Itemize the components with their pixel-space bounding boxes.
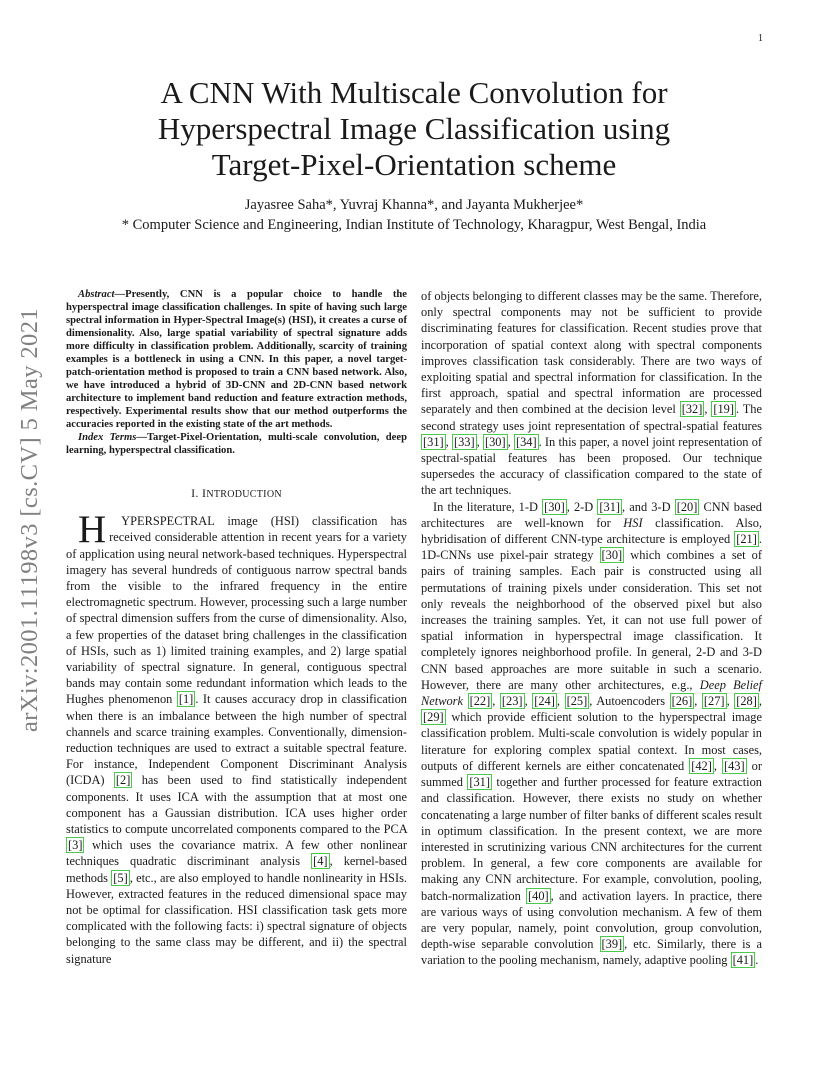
title-line: Hyperspectral Image Classification using (157, 111, 671, 146)
intro-paragraph: H YPERSPECTRAL image (HSI) classification has received considerable attention in recent years for a variety of application using neural network-based techniques. Hyperspectral imagery has several hundreds of contiguous narrow spectral bands from the visible to the infrared frequency in the entire electromagnetic spectrum. However, processing such a large number of spectral dimension suffers from the curse of dimensionality. Also, a few properties of the dataset bring challenges in the classification of HSIs, such as 1) limited training examples, and 2) large spatial variability of spectral signature. In general, contiguous spectral bands may contain some redundant information which leads to the Hughes phenomenon [1] . It causes accuracy drop in classification when there is an imbalance between the high number of spectral channels and scarce training examples. Conventionally, dimension-reduction techniques are used to extract a suitable spectral feature. For instance, Independent Component Discriminant Analysis (ICDA) [2] has been used to find statistically independent components. It uses ICA with the assumption that at most one component has a Gaussian distribution. ICA uses higher order statistics to compute uncorrelated components compared to the PCA [3] which uses the covariance matrix. A few other nonlinear techniques quadratic discriminant analysis [4] , kernel-based methods [5] , etc., are also employed to handle nonlinearity in HSIs. However, extracted features in the reduced dimensional space may not be optimal for classification. HSI classification task gets more complicated with the following facts: i) spectral signature of objects belonging to the same class may be different, and ii) the spectral signature (66, 508, 408, 966)
right-column (421, 288, 762, 969)
citation-link[interactable]: [5] (113, 870, 128, 885)
affiliation: * Computer Science and Engineering, Indian Institute of Technology, Kharagpur, West Bengal, India (121, 217, 707, 233)
drop-cap: H (78, 508, 107, 552)
citation-link[interactable]: [27] (703, 694, 725, 709)
abstract-label: Abstract (78, 289, 115, 300)
body-paragraph: of objects belonging to different classes may be the same. Therefore, only spectral components may not be sufficient to provide discriminating features for classification. Recent studies prove that incorporation of spatial context along with spectral components improves classification task considerably. There are two ways of exploiting spatial and spectral information for classification. In the first approach, spatial and spectral information are processed separately and then combined at the decision level [32] , [19] . The second strategy uses joint representation of spectral-spatial features [31] , [33] , [30] , [34] . In this paper, a novel joint representation of spectral-spatial features has been proposed. Our technique supersedes the accuracy of classification compared to the state of the art techniques. (421, 289, 763, 498)
citation-link[interactable]: [3] (68, 838, 83, 853)
citation-link[interactable]: [42] (691, 758, 712, 773)
page-number: 1 (758, 33, 763, 44)
index-terms-text: —Target-Pixel-Orientation, multi-scale convolution, deep learning, hyperspectral classification. (66, 432, 407, 456)
authors: Jayasree Saha*, Yuvraj Khanna*, and Jayanta Mukherjee* (244, 197, 584, 213)
citation-link[interactable]: [43] (723, 758, 745, 773)
title-line: Target-Pixel-Orientation scheme (211, 147, 617, 182)
citation-link[interactable]: [24] (534, 694, 555, 709)
title-line: A CNN With Multiscale Convolution for (160, 75, 668, 110)
citation-link[interactable]: [28] (736, 694, 757, 709)
abstract (66, 288, 407, 431)
emphasis-text: Deep Belief Network (421, 677, 762, 709)
citation-link[interactable]: [1] (178, 692, 194, 707)
left-column (66, 288, 407, 967)
citation-link[interactable]: [29] (423, 710, 444, 725)
paper-title (100, 75, 728, 183)
body-paragraph: In the literature, 1-D [30] , 2-D [31] , and 3-D [20] CNN based architectures are well-known for HSI classification. Also, hybridisation of different CNN-type architecture is employed [21] . 1D-CNNs use pixel-pair strategy [30] which combines a set of pairs of training samples. Each pair is constructed using all permutations of training pixels under consideration. This set not only reveals the neighborhood of the observed pixel but also increases the training samples. Yet, it can not use full power of spatial information in hyperspectral image classification. It completely ignores neighborhood profile. In general, 2-D and 3-D CNN based approaches are more suitable in such a scenario. However, there are many other architectures, e.g., Deep Belief Network [22] , [23] , [24] , [25] , Autoencoders [26] , [27] , [28] , [29] which provide efficient solution to the hyperspectral image classification problem. Multi-scale convolution is widely popular in literature for exploring complex spatial context. In most cases, outputs of different kernels are either concatenated [42] , [43] or summed [31] together and further processed for feature extraction and classification. However, there exists no study on whether concatenating a large number of filter banks of different scales result in optimum classification. In the present context, we are more interested in scrutinizing various CNN architectures for the current problem. In general, a few core components are available for making any CNN architecture. For example, convolution, pooling, batch-normalization [40] , and activation layers. In practice, there are various ways of using convolution mechanism. A few of them are very popular, namely, point convolution, group convolution, depth-wise separable convolution [39] , etc. Similarly, there is a variation to the pooling mechanism, namely, adaptive pooling [41] . (421, 499, 763, 968)
citation-link[interactable]: [22] (469, 694, 491, 709)
citation-link[interactable]: [19] (713, 402, 734, 417)
citation-link[interactable]: [25] (566, 694, 588, 709)
citation-link[interactable]: [34] (515, 434, 537, 449)
citation-link[interactable]: [33] (453, 434, 475, 449)
citation-link[interactable]: [31] (469, 775, 491, 790)
arxiv-stamp: arXiv:2001.11198v3 [cs.CV] 5 May 2021 (16, 308, 43, 732)
citation-link[interactable]: [30] (484, 434, 506, 449)
citation-link[interactable]: [32] (681, 402, 703, 417)
index-terms (66, 431, 407, 457)
citation-link[interactable]: [20] (676, 499, 698, 514)
citation-link[interactable]: [30] (601, 548, 623, 563)
citation-link[interactable]: [31] (599, 499, 621, 514)
citation-link[interactable]: [31] (423, 434, 444, 449)
abstract-text: —Presently, CNN is a popular choice to handle the hyperspectral image classification challenges. In spite of having such large spectral information in Hyper-Spectral Image(s) (HSI), it creates a curse of dimensionality. Also, large spatial variability of spectral signature adds more difficulty in classification problem. Additionally, scarcity of training examples is a bottleneck in using a CNN. In this paper, a novel target-patch-orientation method is proposed to train a CNN based network. Also, we have introduced a hybrid of 3D-CNN and 2D-CNN based network architecture to implement band reduction and feature extraction methods, respectively. Experimental results show that our method outperforms the accuracies reported in the existing state of the art methods. (66, 289, 407, 430)
citation-link[interactable]: [21] (736, 532, 757, 547)
citation-link[interactable]: [30] (544, 499, 565, 514)
section-title: INTRODUCTION (202, 486, 282, 500)
citation-link[interactable]: [4] (313, 854, 328, 869)
emphasis-text: HSI (623, 515, 643, 530)
citation-link[interactable]: [41] (732, 953, 754, 968)
citation-link[interactable]: [2] (115, 773, 131, 788)
section-heading (66, 485, 407, 503)
citation-link[interactable]: [26] (671, 694, 693, 709)
citation-link[interactable]: [39] (601, 937, 623, 952)
index-terms-label: Index Terms (78, 432, 137, 443)
citation-link[interactable]: [23] (501, 694, 523, 709)
citation-link[interactable]: [40] (528, 888, 549, 903)
section-number: I. (191, 486, 199, 500)
